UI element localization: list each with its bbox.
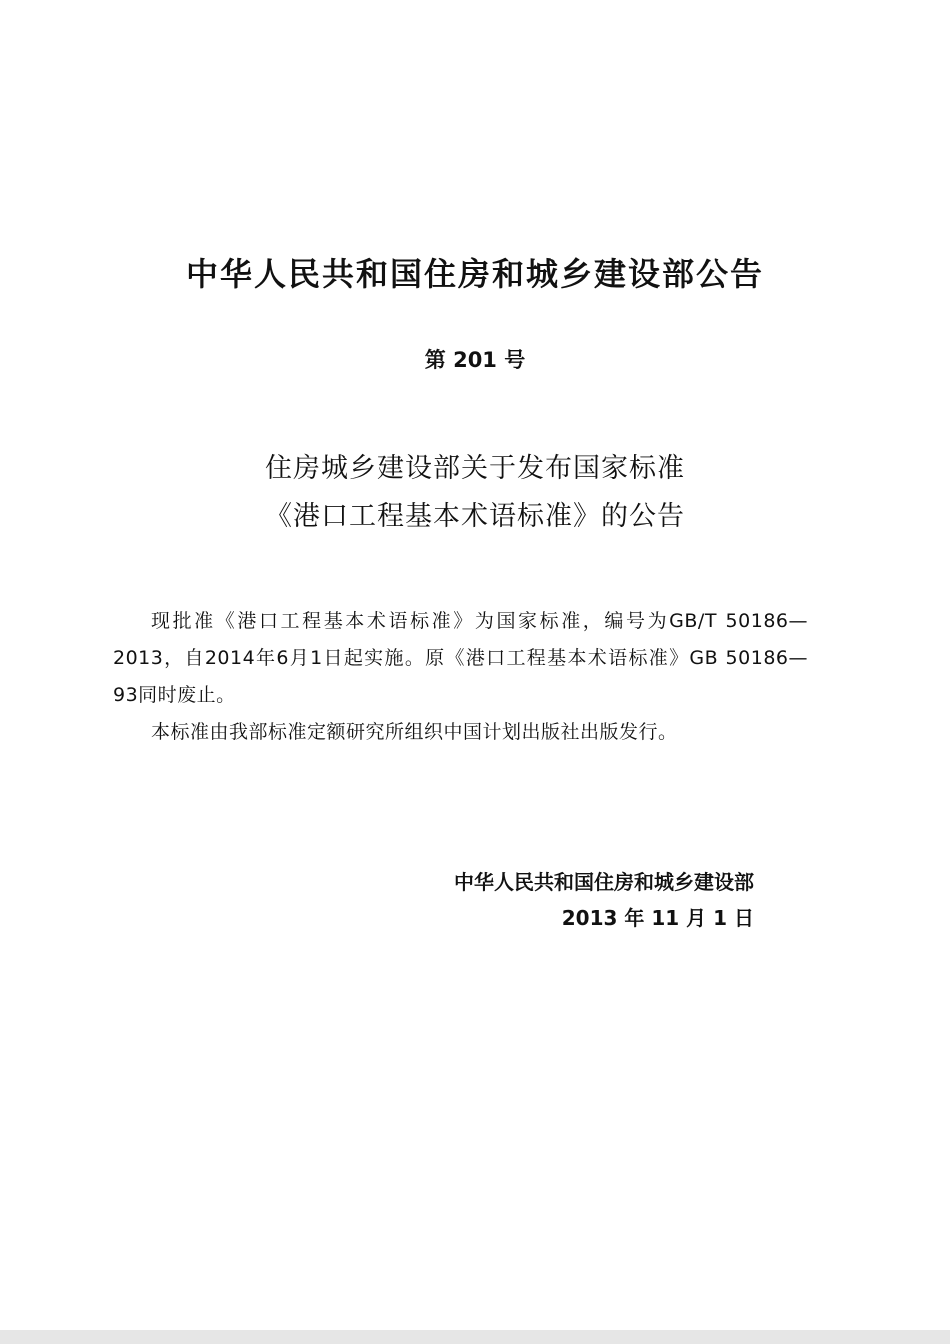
subtitle-line-2: 《港口工程基本术语标准》的公告 [265,501,685,532]
page-bottom-edge [0,1330,950,1344]
announcement-body [113,603,808,751]
signature-date: 2013 年 11 月 1 日 [561,906,754,930]
signature-organization: 中华人民共和国住房和城乡建设部 [454,870,754,894]
page-title: 中华人民共和国住房和城乡建设部公告 [185,255,764,293]
body-paragraph-2: 本标准由我部标准定额研究所组织中国计划出版社出版发行。 [151,721,678,743]
announcement-number: 第 201 号 [424,348,526,372]
subtitle-line-1: 住房城乡建设部关于发布国家标准 [265,453,685,484]
body-paragraph-1: 现批准《港口工程基本术语标准》为国家标准，编号为GB/T 50186—2013，自2014年6月1日起实施。原《港口工程基本术语标准》GB 50186—93同时废止。 [113,610,808,706]
